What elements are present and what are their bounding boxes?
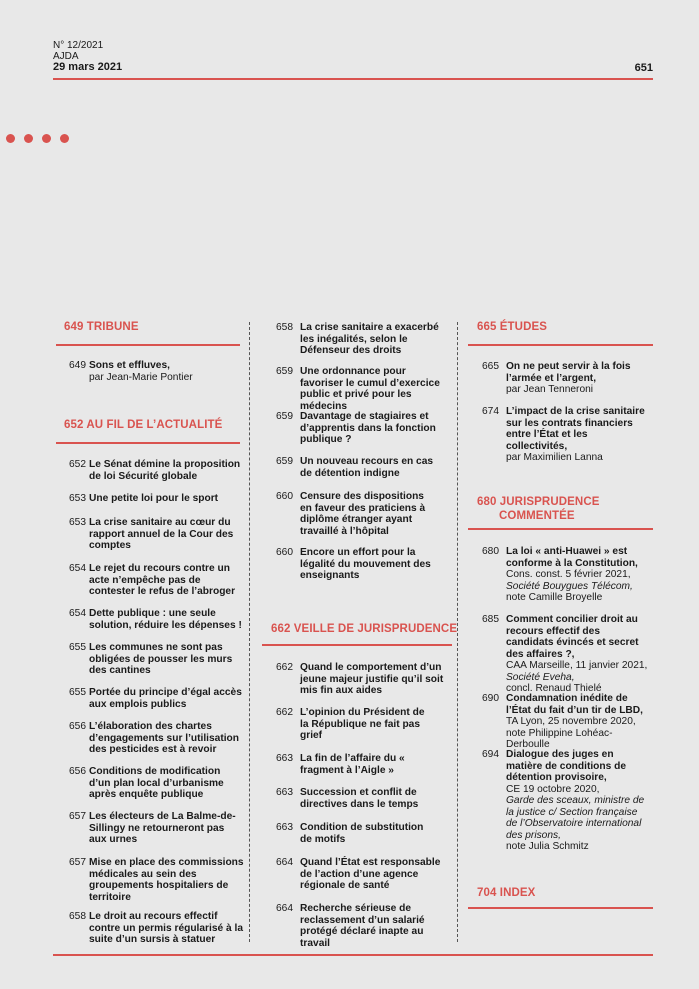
entry-title: Dette publique : une seule solution, réduire les dépenses ! [89,608,242,631]
column-separator [249,322,250,942]
section-title: 665 ÉTUDES [477,321,548,333]
entry-title: Le Sénat démine la proposition de loi Sécurité globale [89,459,241,482]
toc-entry[interactable] [276,903,451,949]
toc-entry[interactable] [69,766,229,801]
entry-author: note Camille Broyelle [506,592,603,603]
entry-title: Encore un effort pour la légalité du mouvement des enseignants [300,547,431,581]
entry-page: 657 [69,857,86,868]
section-rule [262,644,452,646]
toc-entry[interactable] [69,563,244,598]
entry-title: Quand le comportement d’un jeune majeur justifie qu’il soit mis fin aux aides [300,662,444,696]
toc-entry[interactable] [276,547,436,582]
entry-title: Mise en place des commissions médicales au sein des groupements hospitaliers de territoire [89,857,244,903]
toc-entry[interactable] [276,456,436,479]
entry-reference: TA Lyon, 25 novembre 2020, [506,716,636,727]
entry-page: 694 [482,749,499,760]
entry-reference: CAA Marseille, 11 janvier 2021, [506,660,648,671]
toc-entry[interactable] [69,721,247,756]
entry-page: 657 [69,811,86,822]
entry-page: 654 [69,563,86,574]
entry-page: 664 [276,903,293,914]
entry-title: La loi « anti-Huawei » est conforme à la Constitution, [506,546,638,569]
entry-page: 658 [276,322,293,333]
toc-entry[interactable] [276,707,426,742]
entry-page: 664 [276,857,293,868]
entry-page: 660 [276,547,293,558]
entry-title: Les communes ne sont pas obligées de pousser les murs des cantines [89,642,233,676]
entry-page: 662 [276,662,293,673]
entry-page: 655 [69,687,86,698]
entry-page: 653 [69,493,86,504]
section-index[interactable] [477,887,535,899]
section-title: 652 AU FIL DE L’ACTUALITÉ [64,419,223,431]
section-rule [468,528,653,530]
toc-entry[interactable] [69,687,247,710]
journal-name: AJDA [53,51,79,62]
column-separator [457,322,458,942]
section-jurisprudence[interactable] [477,495,600,523]
entry-title: Quand l’État est responsable de l’action d’une agence régionale de santé [300,857,441,891]
entry-page: 655 [69,642,86,653]
entry-title: Succession et conflit de directives dans le temps [300,787,419,810]
entry-page: 660 [276,491,293,502]
section-title: 704 INDEX [477,887,536,899]
entry-title: Davantage de stagiaires et d’apprentis dans la fonction publique ? [300,411,436,445]
entry-page: 654 [69,608,86,619]
entry-title: Censure des dispositions en faveur des praticiens à diplôme étranger ayant travaillé à l’hôpital [300,491,426,537]
issue-number: N° 12/2021 [53,40,104,51]
section-rule [56,344,240,346]
toc-entry[interactable] [482,749,647,853]
entry-author: concl. Renaud Thielé [506,683,602,694]
toc-entry[interactable] [69,493,244,505]
section-rule [468,907,653,909]
entry-page: 674 [482,406,499,417]
footer-rule [53,954,653,956]
entry-page: 665 [482,361,499,372]
toc-entry[interactable] [276,366,451,412]
entry-page: 656 [69,721,86,732]
toc-entry[interactable] [482,693,650,751]
entry-party: Société Bouygues Télécom, [506,580,633,592]
entry-author: par Jean-Marie Pontier [89,371,193,383]
entry-author: note Julia Schmitz [506,841,589,852]
toc-entry[interactable] [276,491,436,537]
toc-entry[interactable] [482,546,647,604]
entry-page: 656 [69,766,86,777]
entry-title: Portée du principe d’égal accès aux emplois publics [89,687,242,710]
toc-entry[interactable] [69,642,237,677]
entry-title: Le droit au recours effectif contre un permis régularisé à la suite d’un sursis à statuer [89,911,244,945]
entry-title: On ne peut servir à la fois l’armée et l’argent, [506,361,631,384]
entry-page: 680 [482,546,499,557]
toc-entry[interactable] [69,911,244,946]
dot-icon [42,134,51,143]
entry-title: Un nouveau recours en cas de détention indigne [300,456,434,479]
toc-entry[interactable] [276,753,436,776]
entry-party: Garde des sceaux, ministre de la justice c/ Section française de l’Observatoire international des prisons, [506,795,645,841]
section-au-fil[interactable] [64,419,222,431]
entry-page: 659 [276,411,293,422]
header-rule [53,78,653,80]
entry-title: Condition de substitution de motifs [300,822,424,845]
entry-page: 652 [69,459,86,470]
entry-page: 663 [276,822,293,833]
section-tribune[interactable] [64,321,139,333]
dot-icon [60,134,69,143]
entry-page: 653 [69,517,86,528]
toc-entry[interactable] [69,459,247,482]
entry-author: note Philippine Lohéac-Derboulle [506,727,613,750]
entry-author: par Maximilien Lanna [506,452,603,463]
section-title-line2: COMMENTÉE [499,510,575,522]
entry-title: La fin de l’affaire du « fragment à l’Aigle » [300,753,405,776]
issue-date: 29 mars 2021 [53,61,123,73]
entry-party: Société Eveha, [506,671,575,683]
toc-entry[interactable] [482,614,650,695]
entry-title: Le rejet du recours contre un acte n’empêche pas de contester le refus de l’abroger [89,563,236,597]
entry-page: 658 [69,911,86,922]
toc-entry[interactable] [69,857,247,903]
toc-entry[interactable] [276,411,436,446]
toc-entry[interactable] [276,662,451,697]
entry-title: Comment concilier droit au recours effectif des candidats évincés et secret des affaires ?, [506,614,639,660]
dot-icon [6,134,15,143]
toc-entry[interactable] [69,360,244,383]
toc-entry[interactable] [276,822,436,845]
entry-title: La crise sanitaire au cœur du rapport annuel de la Cour des comptes [89,517,234,551]
masthead [53,40,122,73]
entry-page: 685 [482,614,499,625]
entry-page: 663 [276,787,293,798]
entry-page: 662 [276,707,293,718]
toc-entry[interactable] [276,787,436,810]
entry-title: L’impact de la crise sanitaire sur les contrats financiers entre l’État et les collectivités, [506,406,645,452]
entry-page: 659 [276,456,293,467]
entry-title: Sons et effluves, [89,360,170,371]
entry-title: L’élaboration des chartes d’engagements sur l’utilisation des pesticides est à revoir [89,721,240,755]
entry-title: Dialogue des juges en matière de conditions de détention provisoire, [506,749,627,783]
toc-entry[interactable] [482,361,634,396]
toc-entry[interactable] [69,811,244,846]
entry-title: Conditions de modification d’un plan local d’urbanisme après enquête publique [89,766,224,800]
section-title: 649 TRIBUNE [64,321,139,333]
section-title: 662 VEILLE DE JURISPRUDENCE [271,623,458,635]
decorative-dots [6,134,69,143]
section-veille[interactable] [271,623,457,635]
section-etudes[interactable] [477,321,547,333]
entry-page: 663 [276,753,293,764]
entry-title: Recherche sérieuse de reclassement d’un salarié protégé déclaré inapte au travail [300,903,425,949]
dot-icon [24,134,33,143]
entry-title: La crise sanitaire a exacerbé les inégalités, selon le Défenseur des droits [300,322,439,356]
entry-title: Une ordonnance pour favoriser le cumul d’exercice public et privé pour les médecins [300,366,440,412]
entry-title: Une petite loi pour le sport [89,493,219,504]
entry-title: Les électeurs de La Balme-de-Sillingy ne retourneront pas aux urnes [89,811,236,845]
entry-title: L’opinion du Président de la République ne fait pas grief [300,707,425,741]
toc-entry[interactable] [482,406,650,464]
section-rule [56,442,240,444]
section-title: 680 JURISPRUDENCE [477,496,600,508]
entry-page: 649 [69,360,86,371]
section-rule [468,344,653,346]
toc-entry[interactable] [69,517,244,552]
entry-page: 690 [482,693,499,704]
entry-reference: CE 19 octobre 2020, [506,783,600,795]
entry-author: par Jean Tenneroni [506,384,594,395]
toc-entry[interactable] [276,857,441,892]
toc-entry[interactable] [276,322,451,357]
page-number: 651 [634,62,653,74]
entry-title: Condamnation inédite de l’État du fait d’un tir de LBD, [506,693,643,716]
toc-entry[interactable] [69,608,247,631]
entry-page: 659 [276,366,293,377]
entry-reference: Cons. const. 5 février 2021, [506,569,631,580]
